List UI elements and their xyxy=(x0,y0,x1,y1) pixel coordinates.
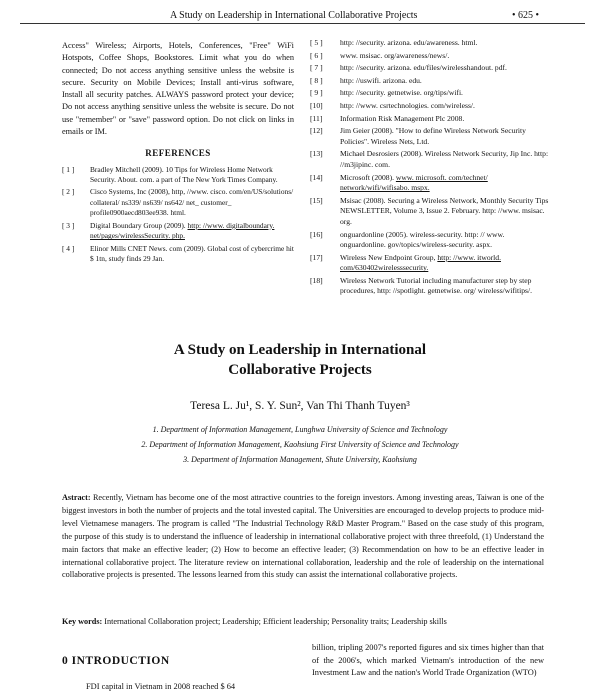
reference-number: [ 4 ] xyxy=(62,243,75,253)
reference-text: onguardonline (2005). wireless-security. http: // www. onguardonline. gov/topics/wireless-security. aspx. xyxy=(340,229,505,250)
article-title-line-1: A Study on Leadership in International xyxy=(173,342,427,358)
affiliation-3: 3. Department of Information Management, Shute University, Kaohsiung xyxy=(183,455,417,464)
page-number: • 625 • xyxy=(512,10,540,21)
authors: Teresa L. Ju¹, S. Y. Sun², Van Thi Thanh Tuyen³ xyxy=(190,400,410,412)
reference-text: Jim Geier (2008). "How to define Wireless Network Security Policies". Wireless Nets, Ltd. xyxy=(340,126,526,146)
reference-item xyxy=(62,244,294,265)
running-title: A Study on Leadership in International Collaborative Projects xyxy=(170,10,418,21)
reference-text: www. msisac. org/awareness/news/. xyxy=(340,50,450,60)
reference-number: [14] xyxy=(310,172,323,182)
reference-text: Information Risk Management Plc 2008. xyxy=(340,113,465,123)
reference-text: Microsoft (2008). xyxy=(340,172,396,182)
left-column xyxy=(62,40,294,266)
reference-text: Wireless Network Tutorial including manufacturer step by step procedures, http: //spotlight. getnetwise. org/ wireless/wifitips/. xyxy=(340,275,532,296)
reference-text: Msisac (2008). Securing a Wireless Network, Monthly Security Tips NEWSLETTER, Volume 3, Issue 2. February. http: //www. msisac. org. xyxy=(340,195,549,226)
reference-item xyxy=(312,276,552,297)
reference-text: Cisco Systems, Inc (2008), http, //www. cisco. com/en/US/solutions/ collateral/ ns339/ ns639/ ns642/ net_ customer_ profile0900aecd803ee938. html. xyxy=(90,187,294,218)
reference-item xyxy=(312,126,552,147)
reference-text: http: //www. csrtechnologies. com/wireless/. xyxy=(340,100,475,110)
references-heading: REFERENCES xyxy=(145,148,211,159)
intro-right-text: billion, tripling 2007's reported figures and six times higher than that of the 2006's, which marked Vietnam's introduction of the new Investment Law and the nation's World Trade Organization (WTO) xyxy=(312,643,544,678)
reference-number: [18] xyxy=(310,275,323,285)
continued-paragraph: Access" Wireless; Airports, Hotels, Conferences, "Free" WiFi Hotspots, Coffee Shops, Bookstores. Limit what you do when connected; Do not access anything sensitive unless the website is secure. Security on Mobile Devices; Install anti-virus software, Install all security patches. ALWAYS password protect your device; Do not access anything sensitive unless the website is secure. Do not use "remember" or "save" password option. Do not click on links in emails or IM. xyxy=(62,41,294,137)
header-rule xyxy=(20,23,585,24)
reference-number: [ 7 ] xyxy=(310,63,323,73)
reference-item xyxy=(312,88,552,99)
reference-item xyxy=(312,51,552,62)
right-column xyxy=(312,38,552,299)
reference-link[interactable]: http: //www. digitalboundary. net/pages/wirelessSecurity. php. xyxy=(90,220,275,241)
reference-item xyxy=(312,101,552,112)
keywords xyxy=(62,617,544,626)
reference-text: Michael Desrosiers (2008). Wireless Network Security, Jip Inc. http: //m3jipinc. com. xyxy=(340,149,549,169)
keywords-text: International Collaboration project; Leadership; Efficient leadership; Personality traits; Leadership skills xyxy=(102,617,447,626)
article-title-line-2: Collaborative Projects xyxy=(228,362,372,378)
reference-number: [ 9 ] xyxy=(310,88,323,98)
reference-number: [16] xyxy=(310,229,323,239)
reference-item xyxy=(312,63,552,74)
reference-number: [ 2 ] xyxy=(62,187,75,197)
reference-text: http: //security. arizona. edu/awareness. html. xyxy=(340,38,478,47)
reference-item xyxy=(312,149,552,170)
reference-text: Bradley Mitchell (2009). 10 Tips for Wireless Home Network Security. About. com. a part of The New York Times Company. xyxy=(90,164,278,185)
reference-item xyxy=(62,221,294,242)
reference-number: [17] xyxy=(310,252,323,262)
reference-item xyxy=(312,196,552,228)
abstract-label: Astract: xyxy=(62,493,91,502)
reference-number: [12] xyxy=(310,126,323,136)
reference-item xyxy=(312,114,552,125)
reference-number: [ 6 ] xyxy=(310,50,323,60)
reference-item xyxy=(312,253,552,274)
reference-text: Wireless New Endpoint Group, xyxy=(340,252,438,262)
reference-item xyxy=(312,76,552,87)
reference-item xyxy=(312,173,552,194)
affiliation-2: 2. Department of Information Management, Kaohsiung First University of Science and Technology xyxy=(141,440,459,449)
reference-link[interactable]: www. microsoft. com/technet/ network/wifi/wifisabo. mspx. xyxy=(340,172,488,193)
reference-number: [ 8 ] xyxy=(310,75,323,85)
intro-left-text: FDI capital in Vietnam in 2008 reached $ 64 xyxy=(86,682,236,691)
reference-number: [15] xyxy=(310,195,323,205)
reference-number: [11] xyxy=(310,113,323,123)
reference-number: [ 1 ] xyxy=(62,164,75,174)
abstract xyxy=(62,492,544,582)
reference-text: http: //security. getnetwise. org/tips/wifi. xyxy=(340,88,463,98)
reference-item xyxy=(312,38,552,49)
affiliation-1: 1. Department of Information Management, Lunghwa University of Science and Technology xyxy=(152,425,448,434)
reference-item xyxy=(62,187,294,218)
reference-item xyxy=(62,165,294,186)
intro-heading: 0 INTRODUCTION xyxy=(62,655,170,667)
reference-number: [13] xyxy=(310,149,323,159)
reference-number: [ 5 ] xyxy=(310,38,323,47)
article-title xyxy=(60,340,540,380)
reference-number: [10] xyxy=(310,100,323,110)
running-header xyxy=(0,4,600,24)
keywords-label: Key words: xyxy=(62,617,103,626)
reference-text: http: //uswifi. arizona. edu. xyxy=(340,75,422,85)
abstract-text: Recently, Vietnam has become one of the most attractive countries to the foreign investors. Among investing areas, Taiwan is one of the biggest investors in both the number of projects and the total invested capital. The Universities are encouraged to develop projects to produce mid-level Vietnamese managers. The program is called "The Industrial Technology R&D Master Program." Based on the case study of this program, the purpose of this study is to understand the influence of leadership in international collaborative project with three threefold, (1) Understand the main factors that make an effective leader; (2) How to become an effective leader; (3) Recommendation on how to be an effective leader in international collaborative project. The literature review on international collaboration, leadership and the role of leadership on the international collaborative projects is presented. The lessons learned from this study can assist the international collaborative projects. xyxy=(62,493,544,580)
reference-number: [ 3 ] xyxy=(62,220,75,230)
reference-link[interactable]: http: //www. itworld. com/630402wirelesssecurity. xyxy=(340,252,501,273)
reference-text: Elinor Mills CNET News. com (2009). Global cost of cybercrime hit $ 1tn, study finds 29 Jan. xyxy=(90,243,294,263)
reference-text: Digital Boundary Group (2009). xyxy=(90,220,188,230)
reference-item xyxy=(312,230,552,251)
reference-text: http: //security. arizona. edu/files/wirelesshandout. pdf. xyxy=(340,63,507,73)
